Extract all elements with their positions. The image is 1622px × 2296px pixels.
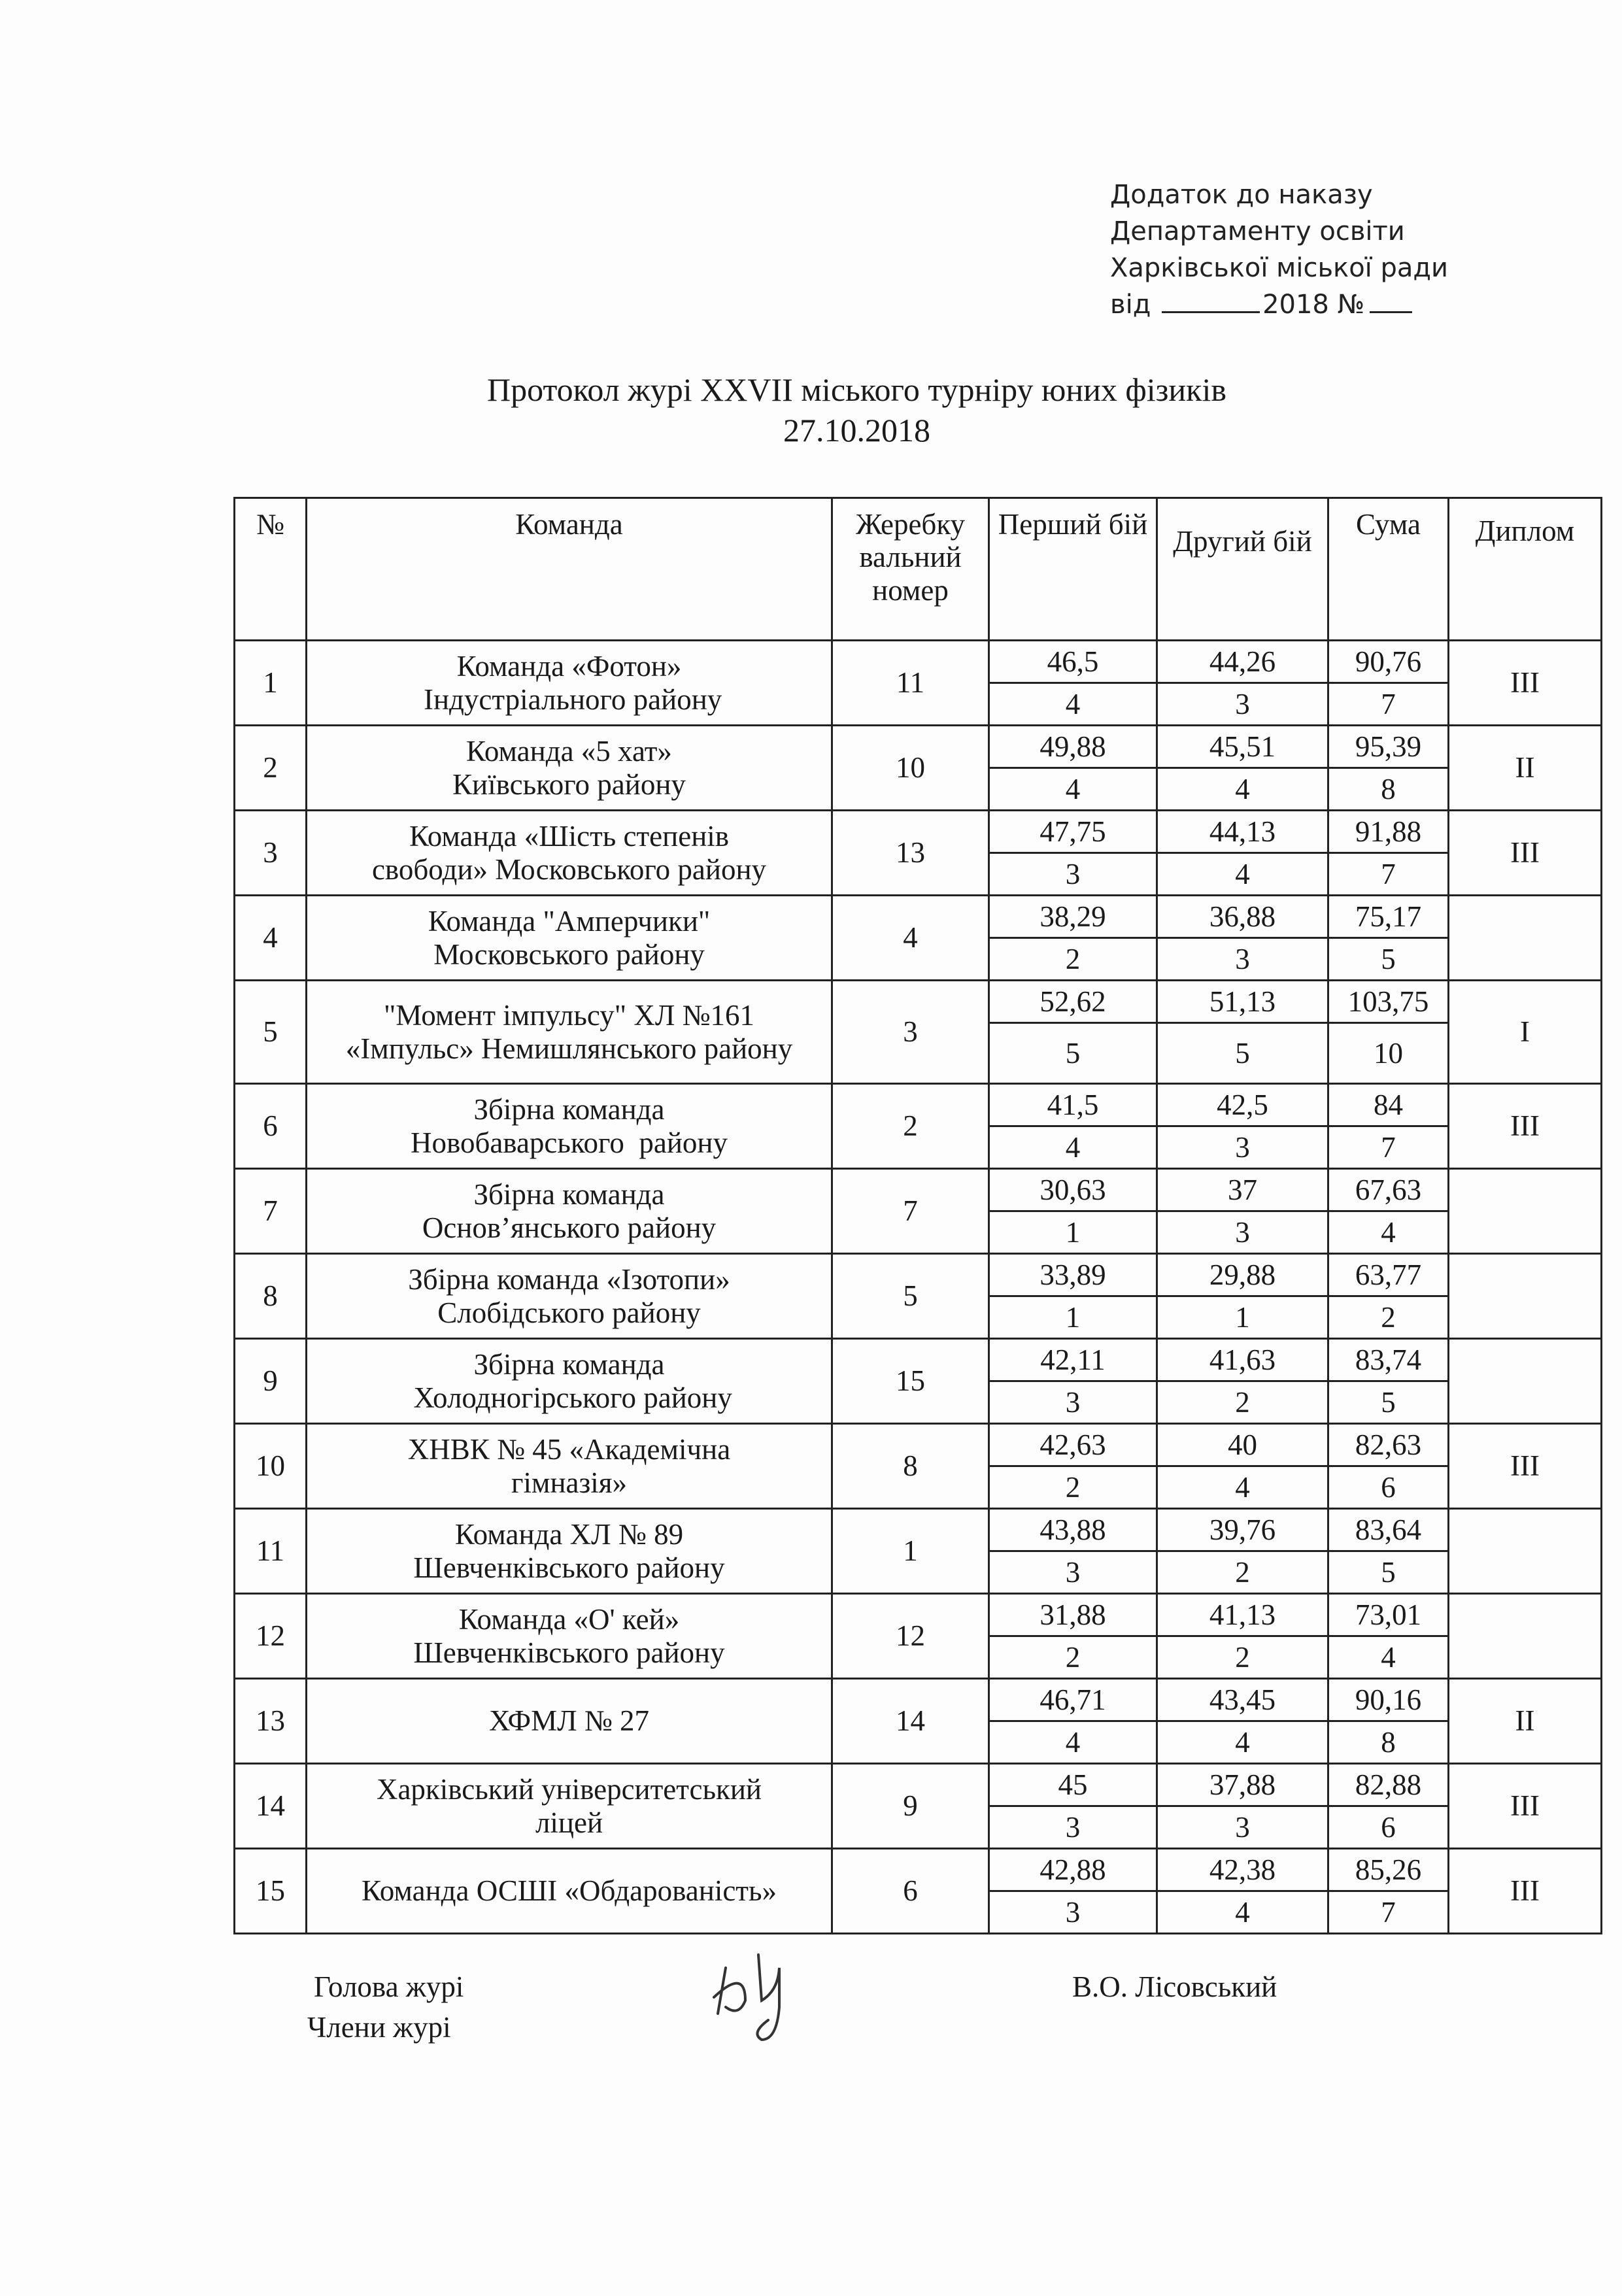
second-fight-rank: 3 [1157,683,1328,726]
team-name [307,1424,832,1509]
draw-number: 9 [832,1764,989,1849]
header-team: Команда [307,498,832,641]
diploma [1449,896,1602,981]
team-name-line-1: Команда ОСШІ «Обдарованість» [362,1874,777,1908]
row-number: 9 [235,1339,307,1424]
second-fight-score: 45,51 [1157,726,1328,768]
title-line-1: Протокол журі XXVII міського турніру юних фізиків [487,371,1226,408]
team-name-line-1: Команда «Шість степенів [409,820,730,853]
first-fight-score: 41,5 [989,1084,1157,1126]
sum-score: 83,74 [1328,1339,1449,1381]
first-fight-score: 42,88 [989,1849,1157,1891]
appendix-line-2: Департаменту освіти [1110,216,1405,246]
diploma: II [1449,726,1602,811]
team-name-line-2: Індустріального району [416,683,722,716]
sum-rank: 4 [1328,1211,1449,1254]
draw-number: 14 [832,1679,989,1764]
header-sum: Сума [1328,498,1449,641]
second-fight-rank: 4 [1157,1721,1328,1764]
row-number: 12 [235,1594,307,1679]
team-name-line-2: гімназія» [511,1466,627,1499]
first-fight-rank: 1 [989,1211,1157,1254]
first-fight-rank: 4 [989,768,1157,811]
second-fight-rank: 1 [1157,1296,1328,1339]
first-fight-score: 49,88 [989,726,1157,768]
table-row [235,641,1602,683]
team-name-line-1: Збірна команда [473,1178,665,1211]
second-fight-score: 43,45 [1157,1679,1328,1721]
team-name-line-1: Команда «5 хат» [466,735,672,768]
signature-mark [700,1929,830,2046]
team-name [307,1254,832,1339]
jury-labels [307,1967,464,2048]
header-second-fight: Другий бій [1157,498,1328,641]
date-prefix: від [1110,290,1151,320]
draw-number: 3 [832,981,989,1084]
diploma: I [1449,981,1602,1084]
first-fight-rank: 3 [989,853,1157,896]
diploma: III [1449,1849,1602,1934]
first-fight-score: 38,29 [989,896,1157,938]
team-name-line-2: Холодногірського району [406,1381,732,1414]
diploma: III [1449,1084,1602,1169]
table-row [235,1169,1602,1211]
team-name [307,1084,832,1169]
diploma [1449,1169,1602,1254]
sum-score: 67,63 [1328,1169,1449,1211]
title-date: 27.10.2018 [783,412,930,448]
team-name [307,1849,832,1934]
second-fight-score: 40 [1157,1424,1328,1466]
chair-label: Голова журі [314,1970,464,2003]
team-name-line-1: ХНВК № 45 «Академічна [407,1433,731,1466]
protocol-title [0,369,1622,450]
team-name [307,981,832,1084]
first-fight-score: 47,75 [989,811,1157,853]
table-row [235,1254,1602,1296]
draw-number: 5 [832,1254,989,1339]
diploma [1449,1254,1602,1339]
sum-score: 95,39 [1328,726,1449,768]
members-label: Члени журі [307,2011,451,2044]
second-fight-rank: 4 [1157,1466,1328,1509]
first-fight-rank: 4 [989,683,1157,726]
diploma: III [1449,641,1602,726]
draw-number: 2 [832,1084,989,1169]
team-name [307,896,832,981]
table-row [235,1339,1602,1381]
sum-score: 103,75 [1328,981,1449,1023]
sum-score: 75,17 [1328,896,1449,938]
team-name-line-1: Збірна команда [473,1093,665,1126]
team-name-line-1: ХФМЛ № 27 [488,1704,650,1738]
table-row [235,1679,1602,1721]
sum-score: 85,26 [1328,1849,1449,1891]
second-fight-score: 37,88 [1157,1764,1328,1806]
team-name-line-2: Київського району [452,768,686,801]
row-number: 11 [235,1509,307,1594]
row-number: 4 [235,896,307,981]
diploma: III [1449,1424,1602,1509]
sum-score: 84 [1328,1084,1449,1126]
second-fight-score: 39,76 [1157,1509,1328,1551]
team-name-line-2: «Імпульс» Немишлянського району [345,1032,793,1065]
diploma: III [1449,1764,1602,1849]
first-fight-rank: 5 [989,1023,1157,1084]
table-row [235,1424,1602,1466]
draw-number: 13 [832,811,989,896]
team-name-line-1: Харківський університетський [376,1773,762,1806]
first-fight-score: 46,5 [989,641,1157,683]
first-fight-rank: 3 [989,1806,1157,1849]
first-fight-rank: 2 [989,938,1157,981]
team-name [307,1169,832,1254]
appendix-line-1: Додаток до наказу [1110,180,1373,210]
first-fight-score: 31,88 [989,1594,1157,1636]
first-fight-rank: 3 [989,1891,1157,1934]
team-name-line-2: Московського району [433,937,705,971]
row-number: 13 [235,1679,307,1764]
table-row [235,811,1602,853]
table-row [235,896,1602,938]
team-name [307,1679,832,1764]
sum-score: 63,77 [1328,1254,1449,1296]
sum-rank: 6 [1328,1466,1449,1509]
first-fight-rank: 3 [989,1381,1157,1424]
team-name-line-2: ліцей [535,1806,603,1839]
team-name [307,1764,832,1849]
sum-rank: 6 [1328,1806,1449,1849]
row-number: 2 [235,726,307,811]
first-fight-score: 52,62 [989,981,1157,1023]
diploma [1449,1594,1602,1679]
sum-rank: 7 [1328,853,1449,896]
diploma [1449,1509,1602,1594]
second-fight-score: 36,88 [1157,896,1328,938]
date-blank [1162,292,1260,313]
first-fight-rank: 2 [989,1466,1157,1509]
row-number: 1 [235,641,307,726]
draw-number: 4 [832,896,989,981]
table-row [235,726,1602,768]
draw-number: 8 [832,1424,989,1509]
row-number: 5 [235,981,307,1084]
team-name-line-2: свободи» Московського району [371,853,767,886]
second-fight-rank: 5 [1157,1023,1328,1084]
sum-rank: 4 [1328,1636,1449,1679]
row-number: 8 [235,1254,307,1339]
table-row [235,1084,1602,1126]
sum-rank: 2 [1328,1296,1449,1339]
sum-rank: 8 [1328,1721,1449,1764]
second-fight-score: 44,13 [1157,811,1328,853]
draw-number: 15 [832,1339,989,1424]
date-year: 2018 № [1262,290,1365,320]
second-fight-score: 37 [1157,1169,1328,1211]
diploma [1449,1339,1602,1424]
results-table [233,497,1602,1934]
second-fight-score: 42,38 [1157,1849,1328,1891]
order-number-blank [1370,292,1412,313]
sum-score: 82,88 [1328,1764,1449,1806]
header-draw: Жеребку вальний номер [832,498,989,641]
second-fight-rank: 3 [1157,1211,1328,1254]
team-name [307,726,832,811]
draw-number: 11 [832,641,989,726]
draw-number: 1 [832,1509,989,1594]
row-number: 14 [235,1764,307,1849]
second-fight-rank: 4 [1157,853,1328,896]
team-name-line-1: Збірна команда «Ізотопи» [408,1263,730,1296]
first-fight-rank: 1 [989,1296,1157,1339]
team-name-line-1: Команда ХЛ № 89 [454,1518,684,1551]
sum-score: 91,88 [1328,811,1449,853]
table-row [235,1764,1602,1806]
sum-score: 90,76 [1328,641,1449,683]
sum-rank: 10 [1328,1023,1449,1084]
draw-number: 7 [832,1169,989,1254]
first-fight-score: 42,63 [989,1424,1157,1466]
team-name [307,811,832,896]
team-name [307,641,832,726]
diploma: II [1449,1679,1602,1764]
appendix-date-line [1110,286,1448,323]
row-number: 3 [235,811,307,896]
team-name [307,1509,832,1594]
second-fight-rank: 2 [1157,1636,1328,1679]
header-row [235,498,1602,641]
team-name-line-2: Шевченківського району [413,1551,725,1584]
row-number: 15 [235,1849,307,1934]
second-fight-score: 42,5 [1157,1084,1328,1126]
sum-score: 73,01 [1328,1594,1449,1636]
first-fight-score: 43,88 [989,1509,1157,1551]
second-fight-rank: 4 [1157,1891,1328,1934]
header-diploma: Диплом [1449,498,1602,641]
row-number: 10 [235,1424,307,1509]
sum-score: 82,63 [1328,1424,1449,1466]
table-row [235,1594,1602,1636]
second-fight-rank: 4 [1157,768,1328,811]
row-number: 7 [235,1169,307,1254]
second-fight-rank: 2 [1157,1551,1328,1594]
first-fight-score: 30,63 [989,1169,1157,1211]
sum-rank: 7 [1328,1891,1449,1934]
appendix-note [1110,177,1448,323]
team-name-line-1: Збірна команда [473,1348,665,1381]
sum-score: 83,64 [1328,1509,1449,1551]
first-fight-rank: 4 [989,1126,1157,1169]
first-fight-score: 42,11 [989,1339,1157,1381]
team-name-line-1: Команда "Амперчики" [428,905,711,938]
first-fight-rank: 3 [989,1551,1157,1594]
sum-score: 90,16 [1328,1679,1449,1721]
header-first-fight: Перший бій [989,498,1157,641]
team-name-line-2: Слобідського району [437,1296,701,1329]
second-fight-score: 29,88 [1157,1254,1328,1296]
draw-number: 6 [832,1849,989,1934]
sum-rank: 8 [1328,768,1449,811]
sum-rank: 7 [1328,1126,1449,1169]
sum-rank: 5 [1328,938,1449,981]
second-fight-score: 44,26 [1157,641,1328,683]
team-name [307,1594,832,1679]
second-fight-score: 41,63 [1157,1339,1328,1381]
header-num: № [235,498,307,641]
second-fight-rank: 2 [1157,1381,1328,1424]
team-name-line-2: Основ’янського району [422,1211,717,1244]
team-name-line-1: Команда «Фотон» [456,650,682,683]
table-row [235,1509,1602,1551]
diploma: III [1449,811,1602,896]
team-name-line-1: Команда «О' кей» [458,1603,680,1636]
second-fight-rank: 3 [1157,1126,1328,1169]
second-fight-rank: 3 [1157,1806,1328,1849]
draw-number: 10 [832,726,989,811]
team-name-line-1: "Момент імпульсу" ХЛ №161 [383,999,755,1032]
second-fight-score: 41,13 [1157,1594,1328,1636]
second-fight-rank: 3 [1157,938,1328,981]
team-name-line-2: Шевченківського району [413,1636,725,1669]
team-name-line-2: Новобаварського району [411,1126,728,1159]
table-row [235,1849,1602,1891]
row-number: 6 [235,1084,307,1169]
sum-rank: 7 [1328,683,1449,726]
sum-rank: 5 [1328,1381,1449,1424]
first-fight-score: 33,89 [989,1254,1157,1296]
first-fight-score: 46,71 [989,1679,1157,1721]
draw-number: 12 [832,1594,989,1679]
second-fight-score: 51,13 [1157,981,1328,1023]
results-body [235,641,1602,1934]
appendix-line-3: Харківської міської ради [1110,253,1449,283]
table-row [235,981,1602,1023]
team-name [307,1339,832,1424]
chair-name: В.О. Лісовський [1072,1970,1277,2003]
sum-rank: 5 [1328,1551,1449,1594]
first-fight-rank: 2 [989,1636,1157,1679]
first-fight-rank: 4 [989,1721,1157,1764]
first-fight-score: 45 [989,1764,1157,1806]
